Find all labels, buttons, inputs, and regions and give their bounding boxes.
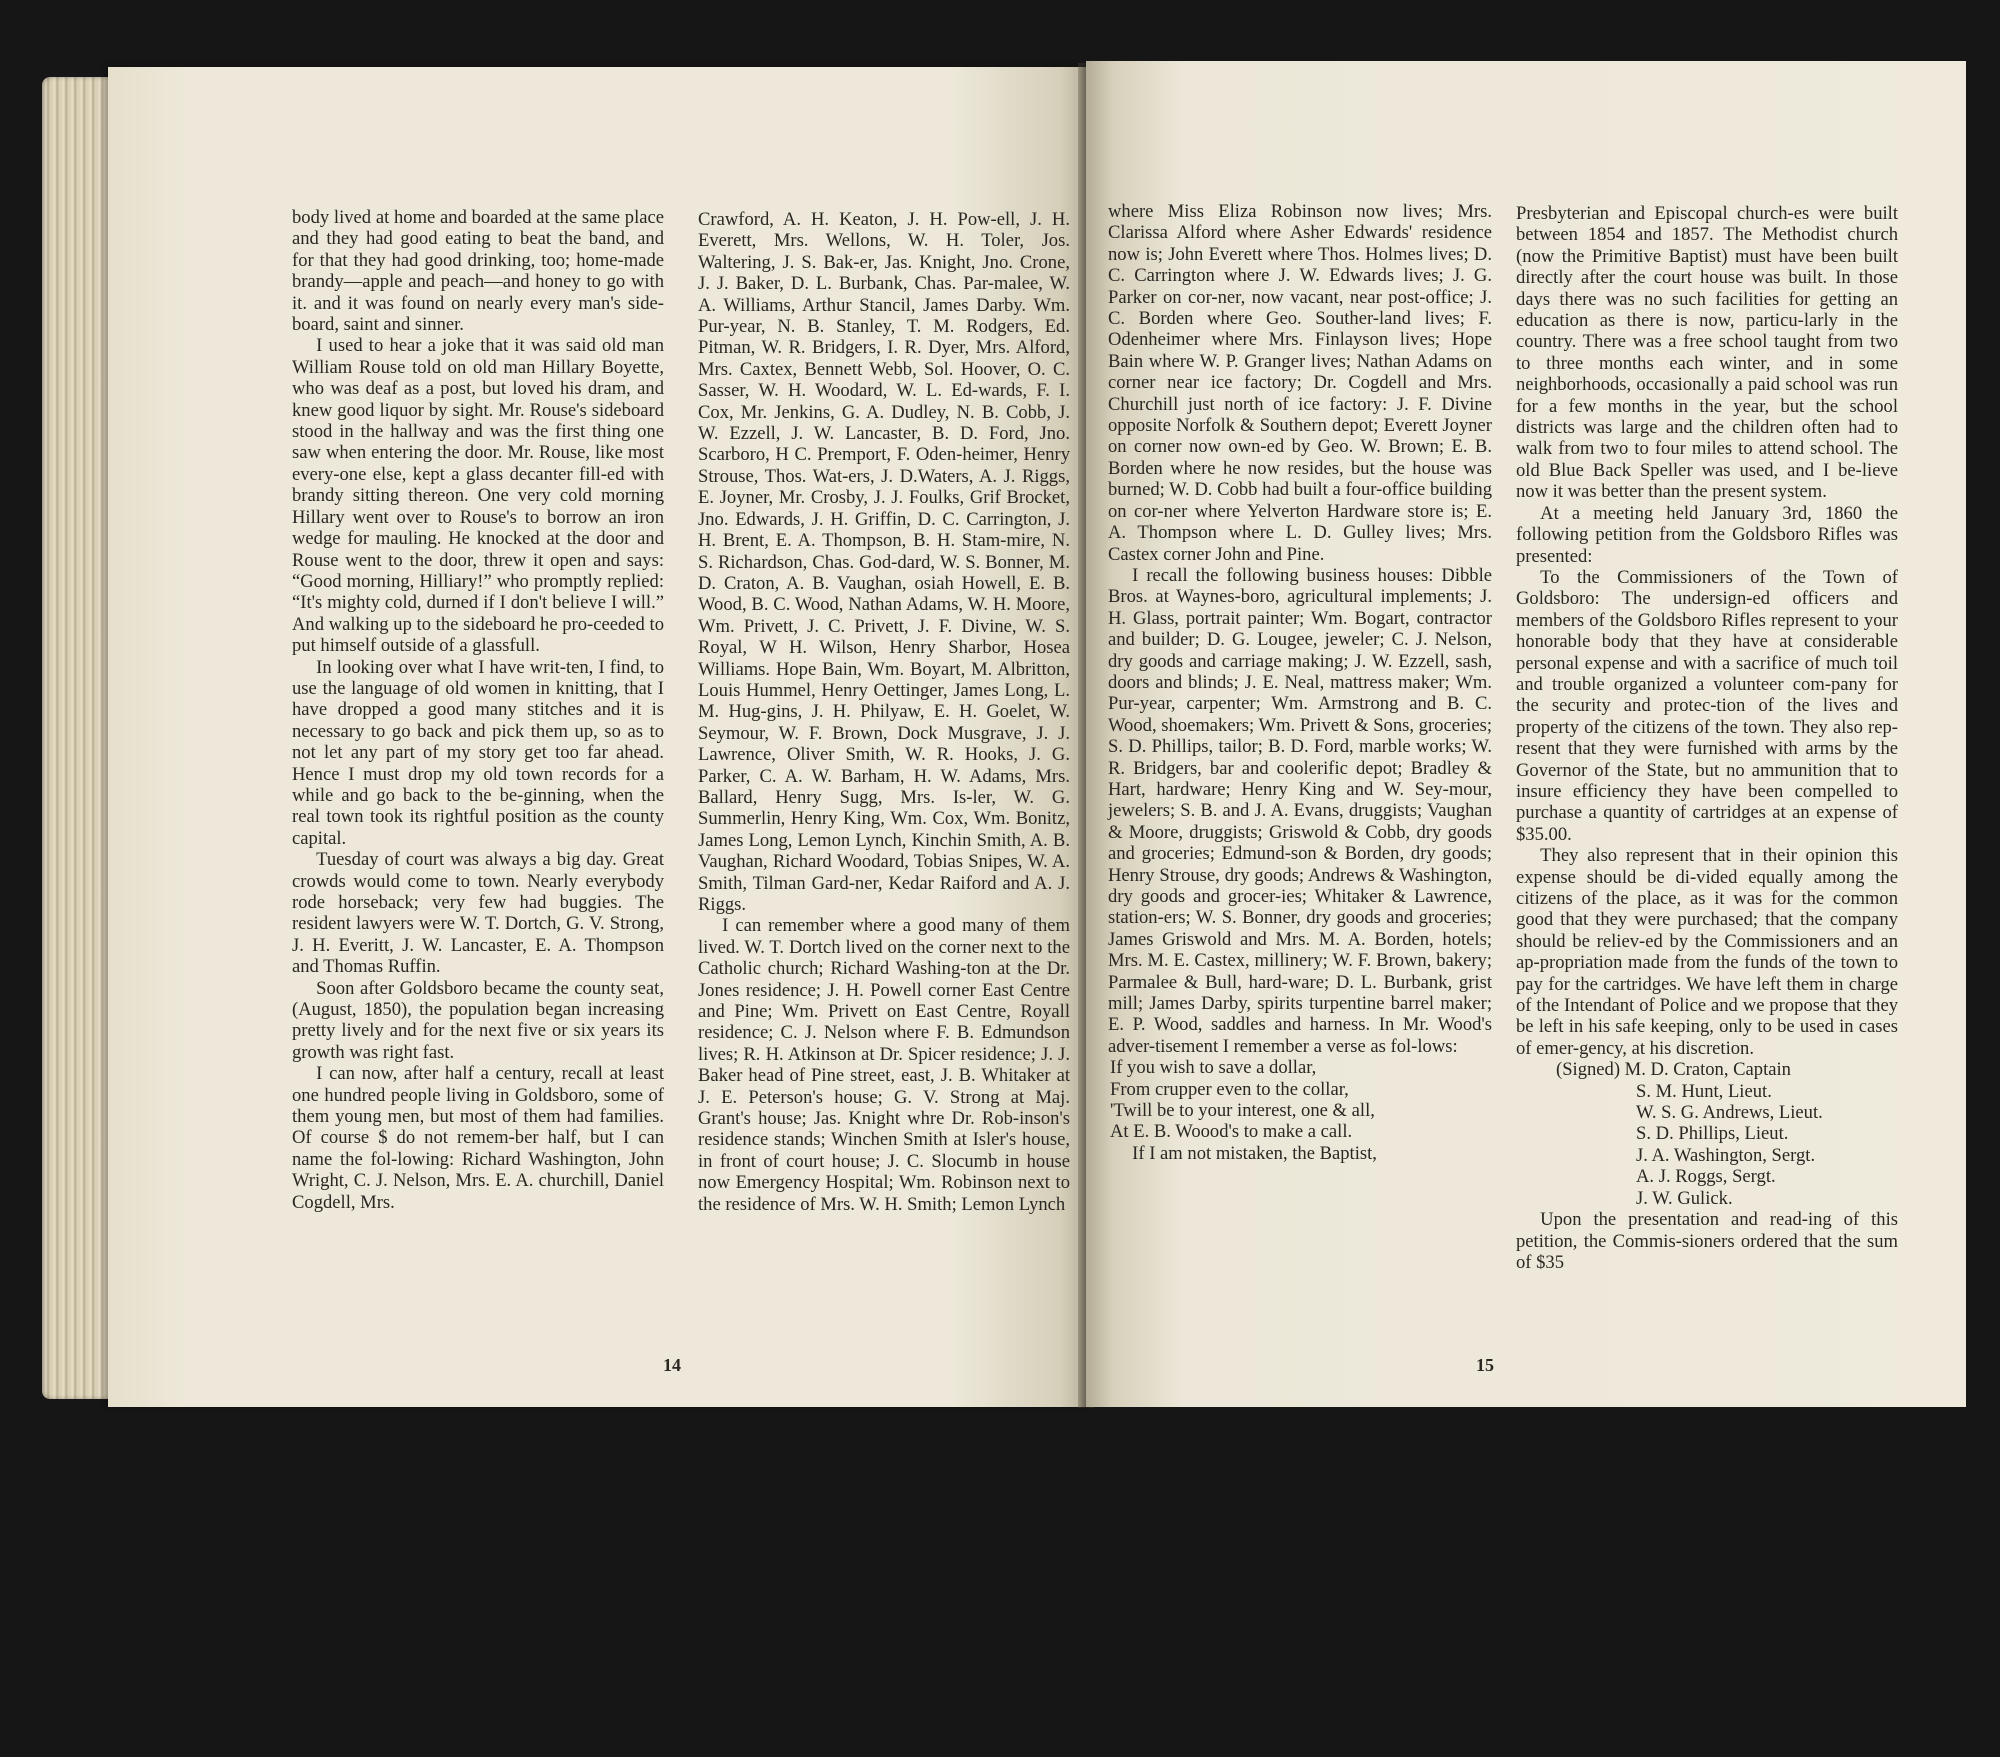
paragraph: where Miss Eliza Robinson now lives; Mrs. Clarissa Alford where Asher Edwards' residence now is; John Everett where Thos. Holmes lives; D. C. Carrington where J. W. Edwards lives; J. G. Parker on cor-ner, now vacant, near post-office; J. C. Borden where Geo. Souther-land lives; F. Odenheimer where Mrs. Finlayson lives; Hope Bain where W. P. Granger lives; Nathan Adams on corner near ice factory; Dr. Cogdell and Mrs. Churchill just north of ice factory: J. F. Divine opposite Norfolk & Southern depot; Everett Joyner on corner now own-ed by Geo. W. Brown; E. B. Borden where he now resides, but the house was burned; W. D. Cobb had built a four-office building on cor-ner where Yelverton Hardware store is; E. A. Thompson where L. D. Gulley lives; Mrs. Castex corner John and Pine. (1108, 201, 1492, 565)
page-number: 14 (663, 1355, 681, 1375)
paragraph: I recall the following business houses: Dibble Bros. at Waynes-boro, agricultural implements; J. H. Glass, portrait painter; Wm. Bogart, contractor and builder; D. G. Lougee, jeweler; C. J. Nelson, dry goods and carriage making; J. W. Ezzell, sash, doors and blinds; J. E. Neal, mattress maker; Wm. Pur-year, carpenter; Wm. Armstrong and B. C. Wood, shoemakers; Wm. Privett & Sons, groceries; S. D. Phillips, tailor; B. D. Ford, marble works; W. R. Bridgers, bar and coolerific depot; Bradley & Hart, hardware; Henry King and W. Sey-mour, jewelers; S. B. and J. A. Evans, druggists; Vaughan & Moore, druggists; Griswold & Cobb, dry goods and groceries; Edmund-son & Borden, dry goods; Henry Strouse, dry goods; Andrews & Washington, dry goods and grocer-ies; Whitaker & Lawrence, station-ers; W. S. Bonner, dry goods and groceries; James Griswold and Mrs. M. A. Borden, hotels; Mrs. M. E. Castex, millinery; W. F. Brown, bakery; Parmalee & Bull, hard-ware; D. L. Burbank, grist mill; James Darby, spirits turpentine barrel maker; E. P. Wood, saddles and harness. In Mr. Wood's adver-tisement I remember a verse as fol-lows: (1108, 564, 1492, 1057)
paragraph: I can now, after half a century, recall at least one hundred people living in Goldsboro, some of them young men, but most of them had families. Of course $ do not remem-ber half, but I can name the fol-lowing: Richard Washington, John Wright, C. J. Nelson, Mrs. E. A. churchill, Daniel Cogdell, Mrs. (292, 1063, 664, 1213)
paragraph: I used to hear a joke that it was said old man William Rouse told on old man Hillary Boyette, who was deaf as a post, but loved his dram, and knew good liquor by sight. Mr. Rouse's sideboard stood in the hallway and was the first thing one saw when entering the door. Mr. Rouse, like most every-one else, kept a glass decanter fill-ed with brandy sitting thereon. One very cold morning Hillary went over to Rouse's to borrow an iron wedge for mauling. He knocked at the door and Rouse went to the door, threw it open and says: “Good morning, Hilliary!” who promptly replied: “It's mighty cold, durned if I don't believe I will.” And walking up to the sideboard he pro-ceeded to put himself outside of a glassfull. (292, 335, 664, 657)
right-page (1086, 61, 1966, 1407)
signature-line: S. D. Phillips, Lieut. (1636, 1123, 1789, 1145)
paragraph: Tuesday of court was always a big day. Great crowds would come to town. Nearly everybody rode horseback; very few had buggies. The resident lawyers were W. T. Dortch, G. V. Strong, J. H. Everitt, J. W. Lancaster, E. A. Thompson and Thomas Ruffin. (292, 849, 664, 978)
verse-line: At E. B. Woood's to make a call. (1110, 1121, 1353, 1143)
signature-line: J. A. Washington, Sergt. (1636, 1144, 1816, 1166)
left-page (108, 67, 1090, 1407)
paragraph: Soon after Goldsboro became the county seat, (August, 1850), the population began increasing pretty lively and for the next five or six years its growth was right fast. (292, 977, 664, 1063)
verse-line: 'Twill be to your interest, one & all, (1110, 1100, 1375, 1122)
signature-line: (Signed) M. D. Craton, Captain (1556, 1059, 1791, 1081)
signature-line: J. W. Gulick. (1636, 1187, 1733, 1209)
paragraph: At a meeting held January 3rd, 1860 the following petition from the Goldsboro Rifles was presented: (1516, 502, 1898, 567)
paragraph: They also represent that in their opinion this expense should be di-vided equally among the citizens of the place, as it was for the common good that they were purchased; that the company should be reliev-ed by the Commissioners and an ap-propriation made from the funds of the town to pay for the cartridges. We have left them in charge of the Intendant of Police and we propose that they be left in his safe keeping, only to be used in cases of emer-gency, at his discretion. (1516, 845, 1898, 1059)
paragraph: Crawford, A. H. Keaton, J. H. Pow-ell, J. H. Everett, Mrs. Wellons, W. H. Toler, Jos. Waltering, J. S. Bak-er, Jas. Knight, Jno. Crone, J. J. Baker, D. L. Burbank, Chas. Par-malee, W. A. Williams, Arthur Stancil, James Darby. Wm. Pur-year, N. B. Stanley, T. M. Rodgers, Ed. Pitman, W. R. Bridgers, I. R. Dyer, Mrs. Alford, Mrs. Caxtex, Bennett Webb, Sol. Hoover, O. C. Sasser, W. H. Woodard, W. L. Ed-wards, F. I. Cox, Mr. Jenkins, G. A. Dudley, N. B. Cobb, J. W. Ezzell, J. W. Lancaster, B. D. Ford, Jno. Scarboro, H C. Premport, F. Oden-heimer, Henry Strouse, Thos. Wat-ers, J. D.Waters, A. J. Riggs, E. Joyner, Mr. Crosby, J. J. Foulks, Grif Brocket, Jno. Edwards, J. H. Griffin, D. C. Carrington, J. H. Brent, E. A. Thompson, B. H. Stam-mire, N. S. Richardson, Chas. God-dard, W. S. Bonner, M. D. Craton, A. B. Vaughan, osiah Howell, E. B. Wood, B. C. Wood, Nathan Adams, W. H. Moore, Wm. Privett, J. C. Privett, J. F. Divine, W. S. Royal, W H. Wilson, Henry Sharbor, Hosea Williams. Hope Bain, Wm. Boyart, M. Albritton, Louis Hummel, Henry Oettinger, James Long, L. M. Hug-gins, J. H. Philyaw, E. H. Goelet, W. Seymour, W. F. Brown, Dock Musgrave, J. J. Lawrence, Oliver Smith, W. R. Hooks, J. G. Parker, C. A. W. Barham, H. W. Adams, Mrs. Ballard, Henry Sugg, Mrs. Is-ler, W. G. Summerlin, Henry King, Wm. Cox, Wm. Bonitz, James Long, Lemon Lynch, Kinchin Smith, A. B. Vaughan, Richard Woodard, Tobias Snipes, W. A. Smith, Tilman Gard-ner, Kedar Raiford and A. J. Riggs. (698, 209, 1070, 915)
paragraph: Upon the presentation and read-ing of this petition, the Commis-sioners ordered that the sum of $35 (1516, 1209, 1898, 1273)
signature-line: W. S. G. Andrews, Lieut. (1636, 1102, 1823, 1124)
open-book (38, 55, 1968, 1410)
paragraph: To the Commissioners of the Town of Goldsboro: The undersign-ed officers and members of the Goldsboro Rifles represent to your honorable body that they have at considerable personal expense and with a sacrifice of much toil and trouble organized a volunteer com-pany for the security and protec-tion of the lives and property of the citizens of the town. They also rep-resent that they were furnished with arms by the Governor of the State, but no ammunition that to insure efficiency they have been compelled to purchase a quantity of cartridges at an expense of $35.00. (1516, 566, 1898, 845)
paragraph: In looking over what I have writ-ten, I find, to use the language of old women in knitting, that I have dropped a good many stitches and it is necessary to go back and pick them up, so as to not let any part of my story get too far ahead. Hence I must drop my old town records for a while and go back to the be-ginning, when the real town took its rightful position as the county capital. (292, 656, 664, 849)
paragraph: I can remember where a good many of them lived. W. T. Dortch lived on the corner next to the Catholic church; Richard Washing-ton at the Dr. Jones residence; J. H. Powell corner East Centre and Pine; Wm. Privett on East Centre, Royall residence; C. J. Nelson where F. B. Edmundson lives; R. H. Atkinson at Dr. Spicer residence; J. J. Baker head of Pine street, east, J. B. Whitaker at J. E. Peterson's house; G. V. Strong at Maj. Grant's house; Jas. Knight whre Dr. Rob-inson's residence stands; Winchen Smith at Isler's house, in front of court house; J. C. Slocumb in house now Emergency Hospital; Wm. Robinson next to the residence of Mrs. W. H. Smith; Lemon Lynch (698, 915, 1070, 1215)
verse-line: From crupper even to the collar, (1110, 1078, 1349, 1100)
paragraph: If I am not mistaken, the Baptist, (1132, 1142, 1377, 1164)
right-page-column-1 (1108, 201, 1492, 1164)
page-edges (42, 77, 116, 1399)
paragraph: Presbyterian and Episcopal church-es were built between 1854 and 1857. The Methodist church (now the Primitive Baptist) must have been built directly after the court house was built. In those days there was no such facilities for getting an education as there is now, particu-larly in the country. There was a free school taught from two to three months each winter, and in some neighborhoods, occasionally a paid school was run for a few months in the year, but the school districts was large and the children often had to walk from two to four miles to attend school. The old Blue Back Speller was used, and I be-lieve now it was better than the present system. (1516, 203, 1898, 503)
verse-line: If you wish to save a dollar, (1110, 1057, 1317, 1079)
right-page-column-2 (1516, 203, 1898, 1273)
paragraph: body lived at home and boarded at the same place and they had good eating to beat the band, and for that they had good drinking, too; home-made brandy—apple and peach—and honey to go with it. and it was found on nearly every man's side-board, saint and sinner. (292, 207, 664, 336)
signature-line: A. J. Roggs, Sergt. (1636, 1166, 1776, 1188)
left-page-column-1 (292, 207, 664, 1213)
left-page-column-2 (698, 209, 1070, 1215)
page-number: 15 (1476, 1355, 1494, 1375)
signature-line: S. M. Hunt, Lieut. (1636, 1080, 1772, 1102)
